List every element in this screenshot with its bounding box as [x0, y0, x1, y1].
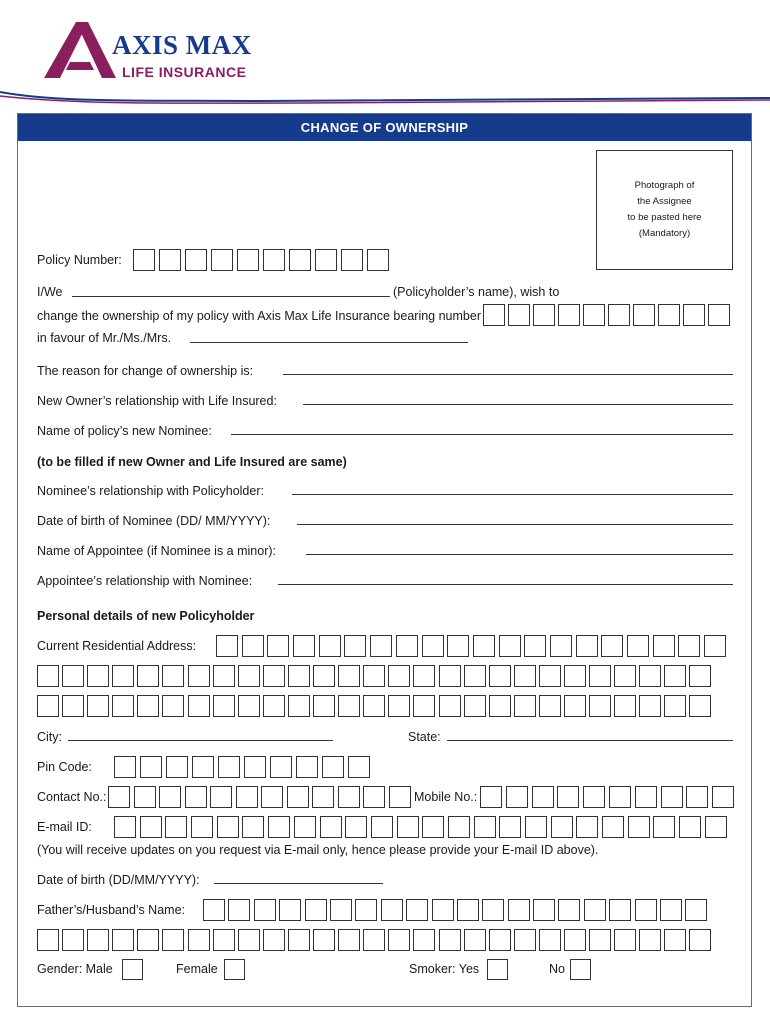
char-box[interactable]	[457, 899, 479, 921]
char-box[interactable]	[473, 635, 495, 657]
char-box[interactable]	[338, 929, 360, 951]
char-box[interactable]	[635, 786, 657, 808]
char-box[interactable]	[165, 816, 187, 838]
char-box[interactable]	[664, 665, 686, 687]
address-boxes-row-2[interactable]	[37, 665, 711, 687]
char-box[interactable]	[261, 786, 283, 808]
char-box[interactable]	[439, 929, 461, 951]
char-box[interactable]	[532, 786, 554, 808]
smoker-no-checkbox[interactable]	[570, 959, 591, 980]
char-box[interactable]	[422, 635, 444, 657]
char-box[interactable]	[268, 816, 290, 838]
policy-number-label: Policy Number:	[37, 253, 122, 267]
char-box[interactable]	[263, 695, 285, 717]
char-box[interactable]	[539, 929, 561, 951]
gender-male-checkbox[interactable]	[122, 959, 143, 980]
pin-label: Pin Code:	[37, 760, 92, 774]
char-box[interactable]	[244, 756, 266, 778]
in-favour-field[interactable]	[190, 342, 468, 343]
char-box[interactable]	[633, 304, 655, 326]
char-box[interactable]	[589, 929, 611, 951]
father-name-boxes-row-1[interactable]	[203, 899, 707, 921]
char-box[interactable]	[62, 695, 84, 717]
char-box[interactable]	[87, 665, 109, 687]
char-box[interactable]	[689, 695, 711, 717]
char-box[interactable]	[112, 665, 134, 687]
char-box[interactable]	[583, 786, 605, 808]
char-box[interactable]	[263, 249, 285, 271]
char-box[interactable]	[589, 665, 611, 687]
char-box[interactable]	[37, 929, 59, 951]
char-box[interactable]	[609, 786, 631, 808]
char-box[interactable]	[705, 816, 727, 838]
father-name-boxes-row-2[interactable]	[37, 929, 711, 951]
char-box[interactable]	[112, 695, 134, 717]
char-box[interactable]	[363, 929, 385, 951]
dob-field[interactable]	[214, 883, 383, 884]
char-box[interactable]	[270, 756, 292, 778]
char-box[interactable]	[238, 929, 260, 951]
fill-note: (to be filled if new Owner and Life Insured are same)	[37, 455, 347, 469]
appointee-name-label: Name of Appointee (if Nominee is a minor):	[37, 544, 276, 558]
char-box[interactable]	[237, 249, 259, 271]
char-box[interactable]	[114, 816, 136, 838]
char-box[interactable]	[267, 635, 289, 657]
char-box[interactable]	[489, 665, 511, 687]
char-box[interactable]	[348, 756, 370, 778]
char-box[interactable]	[506, 786, 528, 808]
char-box[interactable]	[689, 929, 711, 951]
char-box[interactable]	[210, 786, 232, 808]
char-box[interactable]	[338, 665, 360, 687]
char-box[interactable]	[388, 929, 410, 951]
char-box[interactable]	[137, 929, 159, 951]
email-label: E-mail ID:	[37, 820, 92, 834]
char-box[interactable]	[341, 249, 363, 271]
nominee-relationship-label: Nominee’s relationship with Policyholder:	[37, 484, 264, 498]
address-boxes-row-1[interactable]	[216, 635, 726, 657]
char-box[interactable]	[338, 695, 360, 717]
char-box[interactable]	[288, 929, 310, 951]
policy-number-boxes[interactable]	[133, 249, 389, 271]
char-box[interactable]	[159, 786, 181, 808]
char-box[interactable]	[344, 635, 366, 657]
char-box[interactable]	[589, 695, 611, 717]
char-box[interactable]	[413, 929, 435, 951]
char-box[interactable]	[653, 816, 675, 838]
char-box[interactable]	[639, 665, 661, 687]
char-box[interactable]	[660, 899, 682, 921]
nominee-name-field[interactable]	[231, 434, 733, 435]
char-box[interactable]	[514, 665, 536, 687]
char-box[interactable]	[480, 786, 502, 808]
dob-label: Date of birth (DD/MM/YYYY):	[37, 873, 200, 887]
char-box[interactable]	[312, 786, 334, 808]
char-box[interactable]	[287, 786, 309, 808]
char-box[interactable]	[576, 816, 598, 838]
char-box[interactable]	[242, 816, 264, 838]
city-field[interactable]	[68, 740, 333, 741]
char-box[interactable]	[191, 816, 213, 838]
char-box[interactable]	[62, 665, 84, 687]
char-box[interactable]	[108, 786, 130, 808]
char-box[interactable]	[499, 816, 521, 838]
char-box[interactable]	[320, 816, 342, 838]
char-box[interactable]	[185, 786, 207, 808]
email-boxes[interactable]	[114, 816, 727, 838]
char-box[interactable]	[406, 899, 428, 921]
change-ownership-text: change the ownership of my policy with Axis Max Life Insurance bearing number	[37, 309, 481, 323]
address-label: Current Residential Address:	[37, 639, 197, 653]
char-box[interactable]	[653, 635, 675, 657]
gender-male-label: Gender: Male	[37, 962, 113, 976]
city-label: City:	[37, 730, 62, 744]
char-box[interactable]	[397, 816, 419, 838]
char-box[interactable]	[62, 929, 84, 951]
char-box[interactable]	[313, 695, 335, 717]
char-box[interactable]	[315, 249, 337, 271]
i-we-label: I/We	[37, 285, 63, 299]
char-box[interactable]	[539, 665, 561, 687]
char-box[interactable]	[305, 899, 327, 921]
personal-details-heading: Personal details of new Policyholder	[37, 609, 255, 623]
char-box[interactable]	[708, 304, 730, 326]
reason-field[interactable]	[283, 374, 733, 375]
char-box[interactable]	[363, 786, 385, 808]
nominee-dob-label: Date of birth of Nominee (DD/ MM/YYYY):	[37, 514, 271, 528]
char-box[interactable]	[238, 695, 260, 717]
char-box[interactable]	[216, 635, 238, 657]
char-box[interactable]	[448, 816, 470, 838]
char-box[interactable]	[678, 635, 700, 657]
char-box[interactable]	[114, 756, 136, 778]
char-box[interactable]	[602, 816, 624, 838]
char-box[interactable]	[514, 695, 536, 717]
char-box[interactable]	[203, 899, 225, 921]
relationship-label: New Owner’s relationship with Life Insured:	[37, 394, 277, 408]
photo-line-4: (Mandatory)	[638, 228, 691, 239]
char-box[interactable]	[330, 899, 352, 921]
char-box[interactable]	[413, 695, 435, 717]
state-label: State:	[408, 730, 441, 744]
char-box[interactable]	[482, 899, 504, 921]
contact-boxes[interactable]	[108, 786, 411, 808]
char-box[interactable]	[87, 695, 109, 717]
char-box[interactable]	[628, 816, 650, 838]
char-box[interactable]	[140, 816, 162, 838]
char-box[interactable]	[213, 929, 235, 951]
char-box[interactable]	[639, 695, 661, 717]
char-box[interactable]	[213, 695, 235, 717]
char-box[interactable]	[37, 665, 59, 687]
char-box[interactable]	[608, 304, 630, 326]
char-box[interactable]	[576, 635, 598, 657]
char-box[interactable]	[140, 756, 162, 778]
char-box[interactable]	[137, 695, 159, 717]
char-box[interactable]	[289, 249, 311, 271]
nominee-name-label: Name of policy’s new Nominee:	[37, 424, 212, 438]
char-box[interactable]	[192, 756, 214, 778]
char-box[interactable]	[639, 929, 661, 951]
char-box[interactable]	[508, 899, 530, 921]
policyholder-name-field[interactable]	[72, 296, 390, 297]
char-box[interactable]	[439, 665, 461, 687]
address-boxes-row-3[interactable]	[37, 695, 711, 717]
char-box[interactable]	[37, 695, 59, 717]
char-box[interactable]	[388, 665, 410, 687]
smoker-yes-checkbox[interactable]	[487, 959, 508, 980]
char-box[interactable]	[413, 665, 435, 687]
nominee-dob-field[interactable]	[297, 524, 733, 525]
char-box[interactable]	[294, 816, 316, 838]
appointee-relationship-field[interactable]	[278, 584, 733, 585]
char-box[interactable]	[162, 695, 184, 717]
char-box[interactable]	[658, 304, 680, 326]
char-box[interactable]	[133, 249, 155, 271]
char-box[interactable]	[322, 756, 344, 778]
char-box[interactable]	[432, 899, 454, 921]
char-box[interactable]	[564, 929, 586, 951]
char-box[interactable]	[112, 929, 134, 951]
char-box[interactable]	[439, 695, 461, 717]
pin-boxes[interactable]	[114, 756, 370, 778]
char-box[interactable]	[464, 695, 486, 717]
char-box[interactable]	[263, 665, 285, 687]
char-box[interactable]	[689, 665, 711, 687]
char-box[interactable]	[557, 786, 579, 808]
char-box[interactable]	[584, 899, 606, 921]
appointee-name-field[interactable]	[306, 554, 733, 555]
char-box[interactable]	[288, 665, 310, 687]
char-box[interactable]	[614, 665, 636, 687]
char-box[interactable]	[355, 899, 377, 921]
char-box[interactable]	[242, 635, 264, 657]
char-box[interactable]	[162, 929, 184, 951]
char-box[interactable]	[489, 695, 511, 717]
relationship-field[interactable]	[303, 404, 733, 405]
char-box[interactable]	[627, 635, 649, 657]
char-box[interactable]	[583, 304, 605, 326]
photo-line-2: the Assignee	[637, 196, 692, 207]
char-box[interactable]	[686, 786, 708, 808]
email-note: (You will receive updates on you request via E-mail only, hence please provide your E-mail ID above).	[37, 843, 599, 857]
char-box[interactable]	[712, 786, 734, 808]
char-box[interactable]	[188, 929, 210, 951]
char-box[interactable]	[533, 304, 555, 326]
char-box[interactable]	[464, 665, 486, 687]
char-box[interactable]	[338, 786, 360, 808]
char-box[interactable]	[238, 665, 260, 687]
char-box[interactable]	[499, 635, 521, 657]
header-swoosh	[0, 0, 770, 110]
char-box[interactable]	[188, 665, 210, 687]
gender-female-label: Female	[176, 962, 218, 976]
photo-box[interactable]	[596, 150, 733, 270]
char-box[interactable]	[263, 929, 285, 951]
char-box[interactable]	[296, 756, 318, 778]
in-favour-label: in favour of Mr./Ms./Mrs.	[37, 331, 172, 345]
smoker-yes-label: Smoker: Yes	[409, 962, 480, 976]
char-box[interactable]	[319, 635, 341, 657]
reason-label: The reason for change of ownership is:	[37, 364, 254, 378]
char-box[interactable]	[661, 786, 683, 808]
char-box[interactable]	[213, 665, 235, 687]
char-box[interactable]	[683, 304, 705, 326]
brand-subtitle: LIFE INSURANCE	[122, 64, 247, 80]
char-box[interactable]	[363, 695, 385, 717]
char-box[interactable]	[218, 756, 240, 778]
char-box[interactable]	[345, 816, 367, 838]
char-box[interactable]	[137, 665, 159, 687]
mobile-label: Mobile No.:	[414, 790, 478, 804]
form-title: CHANGE OF OWNERSHIP	[18, 114, 751, 141]
char-box[interactable]	[422, 816, 444, 838]
char-box[interactable]	[539, 695, 561, 717]
char-box[interactable]	[558, 304, 580, 326]
char-box[interactable]	[279, 899, 301, 921]
char-box[interactable]	[614, 929, 636, 951]
char-box[interactable]	[236, 786, 258, 808]
char-box[interactable]	[185, 249, 207, 271]
char-box[interactable]	[313, 929, 335, 951]
char-box[interactable]	[601, 635, 623, 657]
char-box[interactable]	[614, 695, 636, 717]
char-box[interactable]	[389, 786, 411, 808]
char-box[interactable]	[87, 929, 109, 951]
char-box[interactable]	[558, 899, 580, 921]
char-box[interactable]	[685, 899, 707, 921]
policy-bearing-number-boxes[interactable]	[483, 304, 730, 326]
char-box[interactable]	[664, 695, 686, 717]
char-box[interactable]	[313, 665, 335, 687]
photo-line-3: to be pasted here	[627, 212, 702, 223]
char-box[interactable]	[228, 899, 250, 921]
char-box[interactable]	[134, 786, 156, 808]
char-box[interactable]	[162, 665, 184, 687]
char-box[interactable]	[564, 695, 586, 717]
policyholder-suffix: (Policyholder’s name), wish to	[393, 285, 560, 299]
char-box[interactable]	[159, 249, 181, 271]
brand-name: AXIS MAX	[112, 30, 252, 60]
char-box[interactable]	[533, 899, 555, 921]
mobile-boxes[interactable]	[480, 786, 734, 808]
char-box[interactable]	[396, 635, 418, 657]
char-box[interactable]	[188, 695, 210, 717]
char-box[interactable]	[524, 635, 546, 657]
char-box[interactable]	[293, 635, 315, 657]
char-box[interactable]	[381, 899, 403, 921]
state-field[interactable]	[447, 740, 733, 741]
char-box[interactable]	[388, 695, 410, 717]
char-box[interactable]	[288, 695, 310, 717]
father-label: Father’s/Husband’s Name:	[37, 903, 185, 917]
char-box[interactable]	[609, 899, 631, 921]
char-box[interactable]	[704, 635, 726, 657]
char-box[interactable]	[370, 635, 392, 657]
char-box[interactable]	[464, 929, 486, 951]
char-box[interactable]	[564, 665, 586, 687]
char-box[interactable]	[447, 635, 469, 657]
char-box[interactable]	[508, 304, 530, 326]
char-box[interactable]	[550, 635, 572, 657]
char-box[interactable]	[664, 929, 686, 951]
char-box[interactable]	[514, 929, 536, 951]
photo-line-1: Photograph of	[634, 180, 695, 191]
nominee-relationship-field[interactable]	[292, 494, 733, 495]
char-box[interactable]	[217, 816, 239, 838]
char-box[interactable]	[371, 816, 393, 838]
appointee-relationship-label: Appointee’s relationship with Nominee:	[37, 574, 253, 588]
contact-label: Contact No.:	[37, 790, 107, 804]
char-box[interactable]	[679, 816, 701, 838]
char-box[interactable]	[211, 249, 233, 271]
char-box[interactable]	[525, 816, 547, 838]
char-box[interactable]	[367, 249, 389, 271]
char-box[interactable]	[551, 816, 573, 838]
smoker-no-label: No	[549, 962, 565, 976]
char-box[interactable]	[363, 665, 385, 687]
char-box[interactable]	[254, 899, 276, 921]
char-box[interactable]	[635, 899, 657, 921]
char-box[interactable]	[489, 929, 511, 951]
gender-female-checkbox[interactable]	[224, 959, 245, 980]
char-box[interactable]	[483, 304, 505, 326]
char-box[interactable]	[474, 816, 496, 838]
char-box[interactable]	[166, 756, 188, 778]
